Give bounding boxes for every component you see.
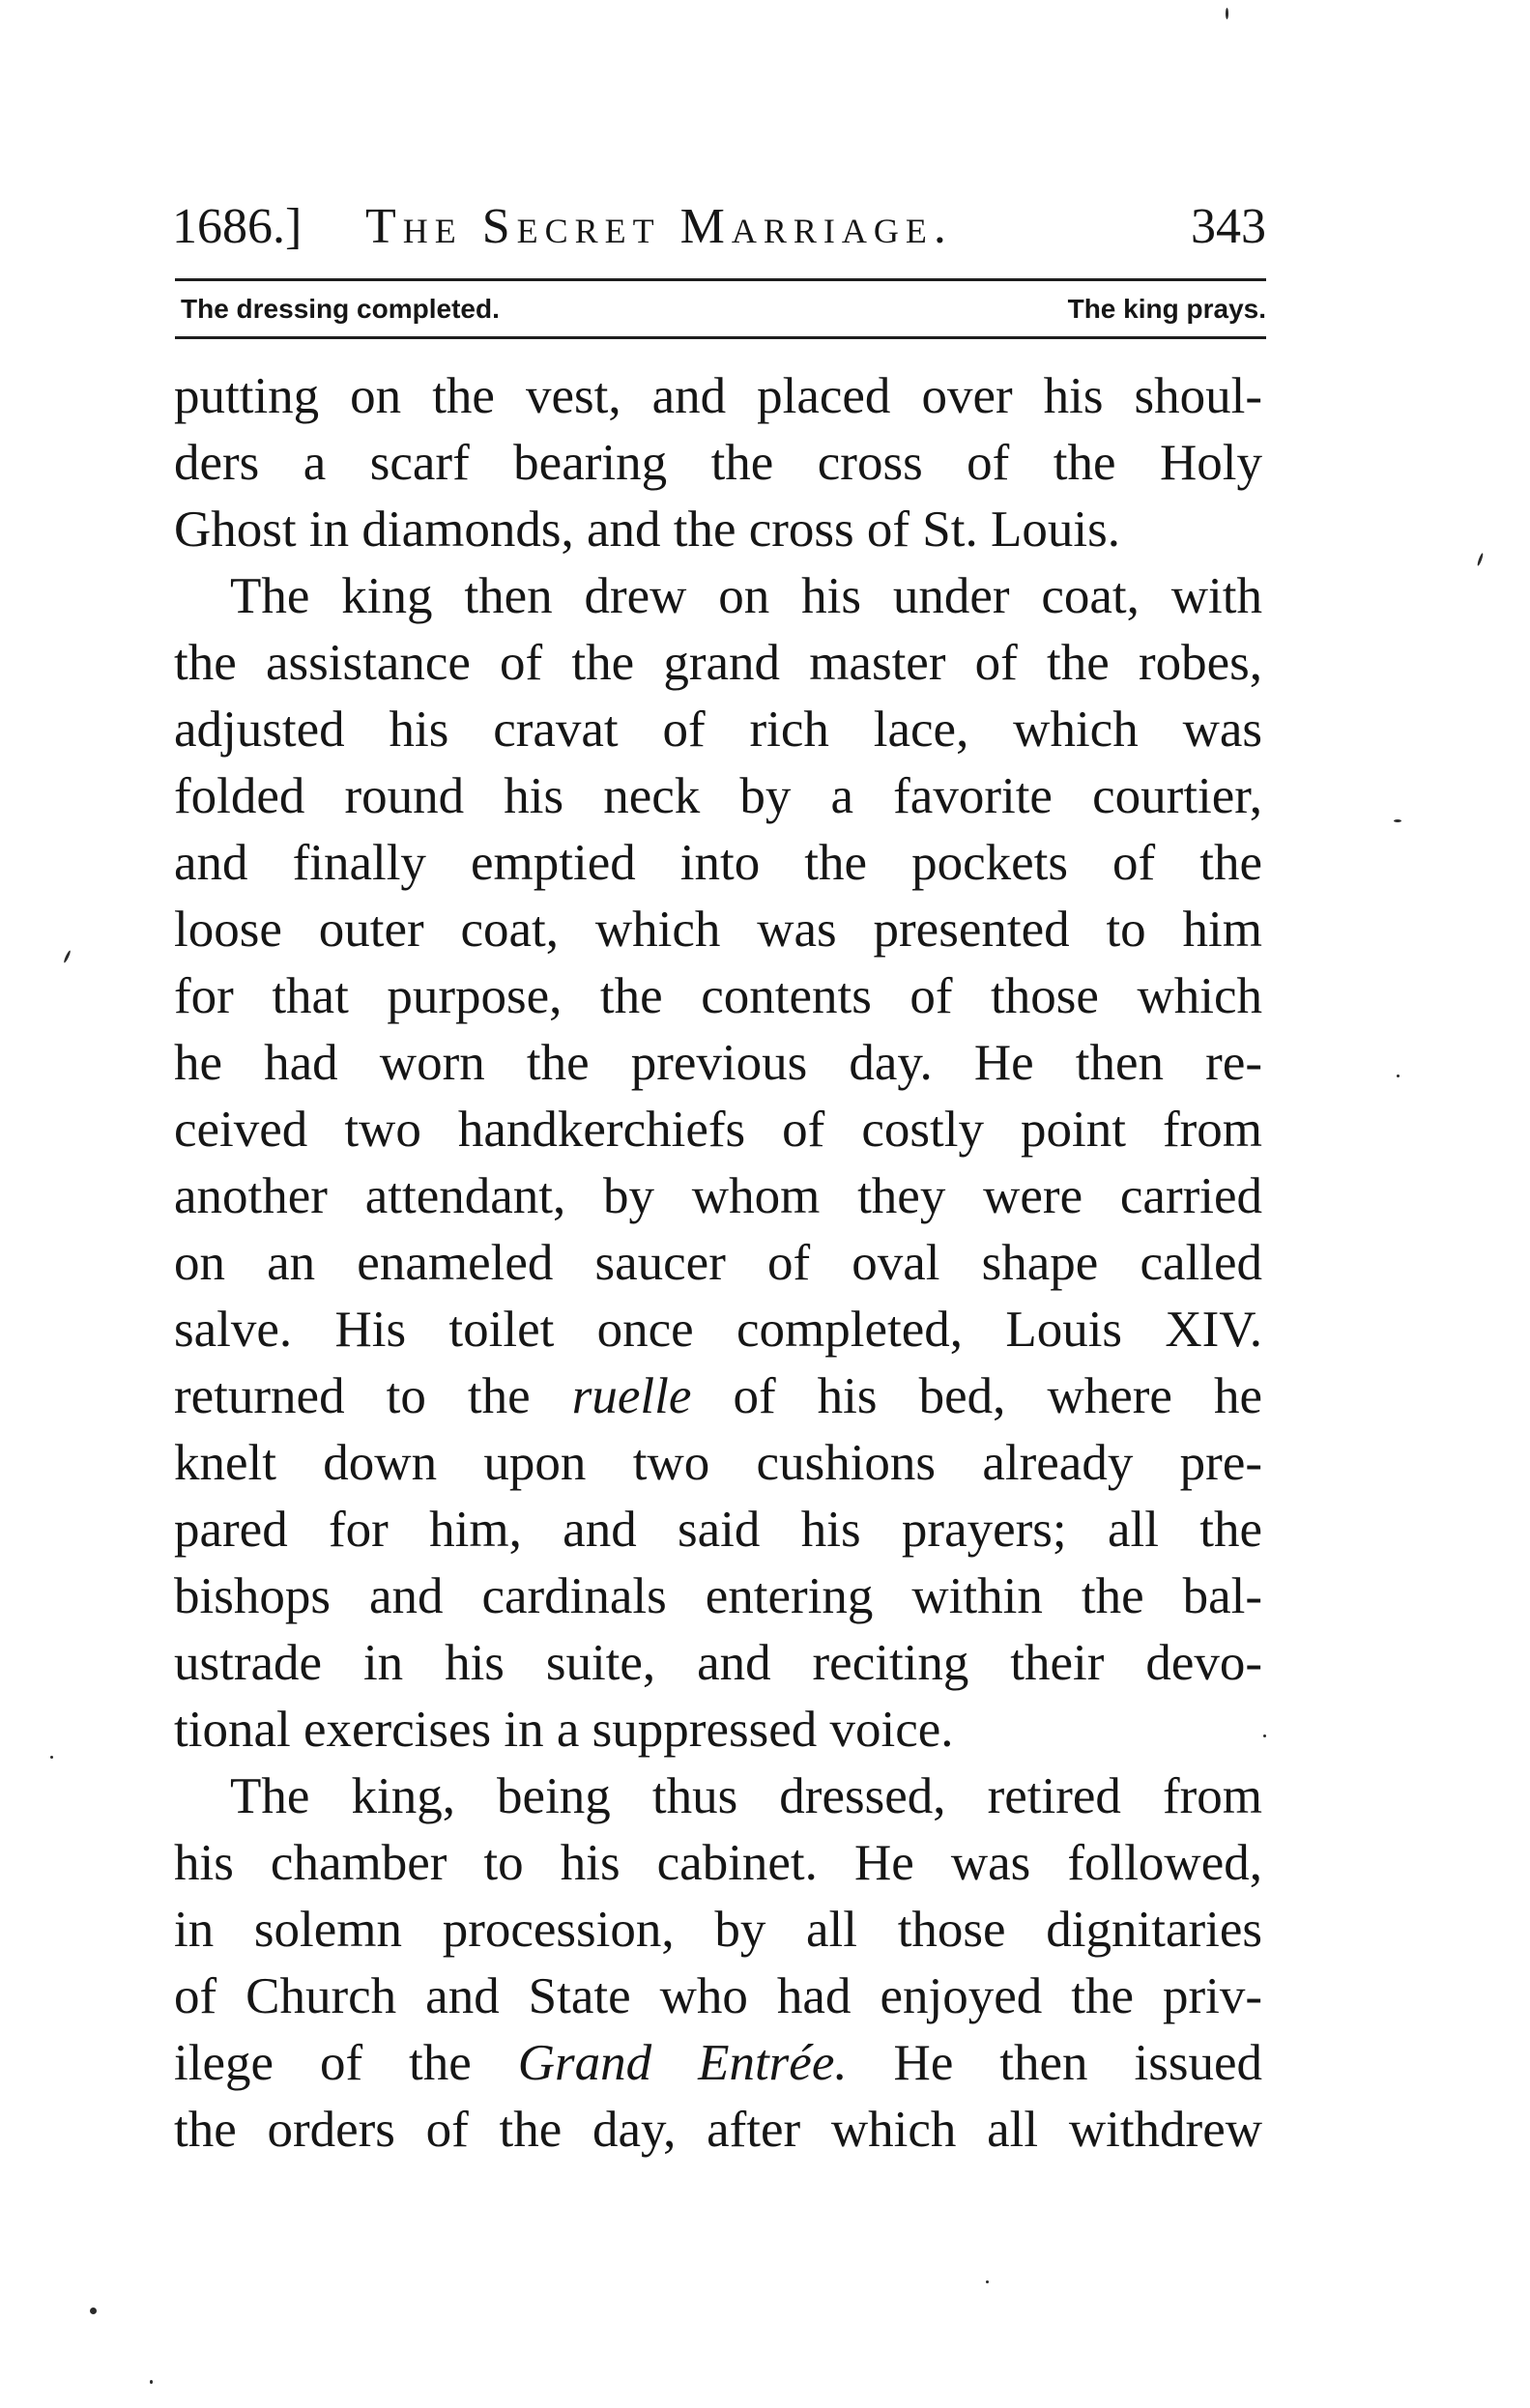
sidenote-left: The dressing completed. (181, 294, 500, 324)
scan-speck (986, 2280, 989, 2283)
text-line: and finally emptied into the pockets of the (174, 835, 1262, 891)
text-line: bishops and cardinals entering within the bal- (174, 1568, 1262, 1624)
scan-speck (63, 950, 72, 963)
scan-speck (1477, 553, 1485, 566)
text-line: adjusted his cravat of rich lace, which was (174, 702, 1262, 758)
scan-speck (1226, 8, 1228, 19)
text-line: he had worn the previous day. He then re- (174, 1035, 1262, 1091)
text-line: the orders of the day, after which all withdrew (174, 2102, 1262, 2158)
scan-speck (50, 1756, 53, 1759)
text-line: for that purpose, the contents of those which (174, 968, 1262, 1024)
text-line (174, 1363, 1262, 1430)
text-line: ceived two handkerchiefs of costly point from (174, 1102, 1262, 1158)
line-text: He then issued (847, 2035, 1262, 2091)
header-year: 1686.] (172, 199, 303, 254)
text-line: his chamber to his cabinet. He was followed, (174, 1835, 1262, 1891)
header-title: The Secret Marriage. (365, 199, 953, 254)
page-number: 343 (1191, 199, 1266, 254)
text-line: knelt down upon two cushions already pre- (174, 1435, 1262, 1491)
text-line: loose outer coat, which was presented to him (174, 902, 1262, 958)
header-rule-top (175, 278, 1266, 281)
sidenote-right: The king prays. (1067, 294, 1266, 324)
scan-speck (1397, 1075, 1400, 1077)
text-line: another attendant, by whom they were carried (174, 1168, 1262, 1224)
running-head (172, 188, 1266, 266)
scan-speck (150, 2380, 153, 2384)
text-line: the assistance of the grand master of the robes, (174, 635, 1262, 691)
body-text (174, 363, 1262, 2164)
line-text: of his bed, where he (691, 1368, 1263, 1424)
line-text: returned to the (174, 1368, 572, 1424)
line-text: ilege of the (174, 2035, 518, 2091)
text-line: tional exercises in a suppressed voice. (174, 1702, 954, 1758)
text-line: in solemn procession, by all those dignitaries (174, 1902, 1262, 1958)
text-line: The king then drew on his under coat, with (230, 568, 1262, 624)
scan-speck (90, 2308, 97, 2314)
text-line: pared for him, and said his prayers; all the (174, 1502, 1262, 1558)
text-line: Ghost in diamonds, and the cross of St. Louis. (174, 502, 1120, 558)
italic-term: ruelle (571, 1368, 692, 1424)
text-line: salve. His toilet once completed, Louis XIV. (174, 1302, 1262, 1358)
text-line: folded round his neck by a favorite courtier, (174, 768, 1262, 824)
italic-term: Grand Entrée. (517, 2035, 848, 2091)
text-line: putting on the vest, and placed over his shoul- (174, 368, 1262, 424)
text-line: on an enameled saucer of oval shape called (174, 1235, 1262, 1291)
sidenote-bar (175, 288, 1266, 330)
text-line: of Church and State who had enjoyed the priv- (174, 1968, 1262, 2024)
text-line (174, 2030, 1262, 2097)
text-line: The king, being thus dressed, retired from (230, 1768, 1262, 1824)
text-line: ders a scarf bearing the cross of the Holy (174, 435, 1262, 491)
header-rule-bottom (175, 336, 1266, 339)
text-line: ustrade in his suite, and reciting their devo- (174, 1635, 1262, 1691)
scan-speck (1263, 1734, 1266, 1737)
scan-speck (1394, 819, 1401, 822)
